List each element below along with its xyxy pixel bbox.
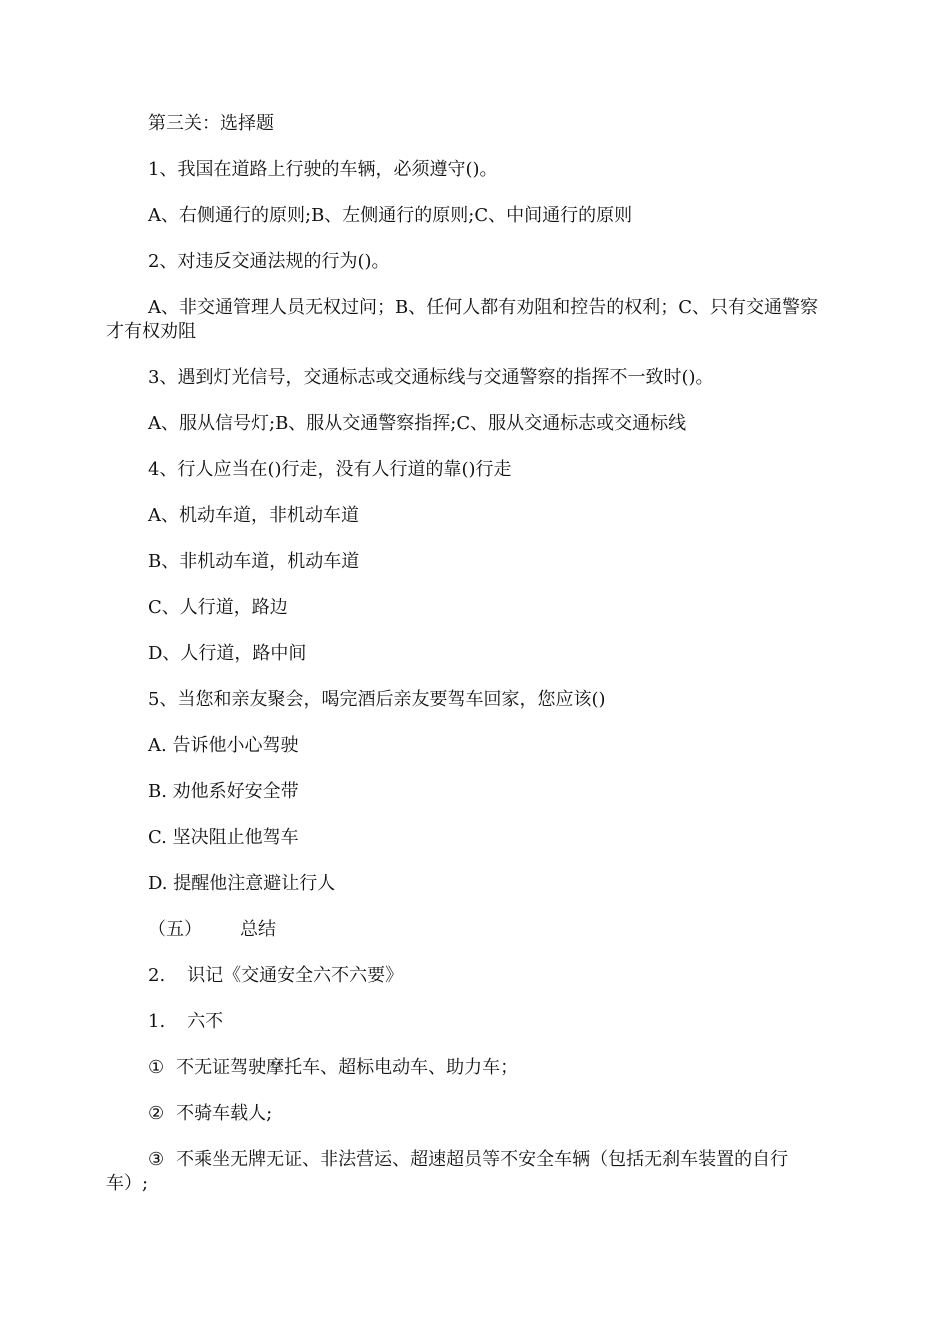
list-item-1 (106, 1010, 830, 1034)
list-item-2 (106, 964, 830, 988)
question-1-options: A、右侧通行的原则;B、左侧通行的原则;C、中间通行的原则 (148, 205, 633, 226)
question-5: 5、当您和亲友聚会，喝完酒后亲友要驾车回家，您应该() (148, 689, 606, 710)
question-4-option-b: B、非机动车道，机动车道 (148, 551, 360, 572)
rule-1 (106, 1056, 830, 1080)
document-page (106, 112, 830, 1218)
question-2-options: A、非交通管理人员无权过问；B、任何人都有劝阻和控告的权利；C、只有交通警察才有权劝阻 (106, 297, 818, 342)
question-3: 3、遇到灯光信号，交通标志或交通标线与交通警察的指挥不一致时()。 (148, 367, 714, 388)
question-4: 4、行人应当在()行走，没有人行道的靠()行走 (148, 459, 512, 480)
question-5-option-d: D. 提醒他注意避让行人 (148, 873, 336, 894)
summary-heading-marker: （五） (148, 919, 202, 940)
rule-3-text: 不乘坐无牌无证、非法营运、超速超员等不安全车辆（包括无刹车装置的自行车）; (106, 1149, 789, 1194)
list-item-1-marker: 1. (148, 1011, 166, 1032)
question-4-option-d: D、人行道，路中间 (148, 643, 307, 664)
question-3-options: A、服从信号灯;B、服从交通警察指挥;C、服从交通标志或交通标线 (148, 413, 687, 434)
question-5-option-a: A. 告诉他小心驾驶 (148, 735, 299, 756)
rule-1-marker: ① (148, 1057, 165, 1078)
question-1: 1、我国在道路上行驶的车辆，必须遵守()。 (148, 159, 498, 180)
question-2: 2、对违反交通法规的行为()。 (148, 251, 390, 272)
rule-3-marker: ③ (148, 1149, 165, 1170)
list-item-2-marker: 2. (148, 965, 166, 986)
rule-2-text: 不骑车载人; (176, 1103, 273, 1124)
rule-2 (106, 1102, 830, 1126)
summary-heading (106, 918, 830, 942)
question-4-option-a: A、机动车道，非机动车道 (148, 505, 359, 526)
section-title: 第三关：选择题 (148, 113, 274, 134)
rule-1-text: 不无证驾驶摩托车、超标电动车、助力车； (176, 1057, 519, 1078)
list-item-1-text: 六不 (187, 1011, 224, 1032)
question-5-option-c: C. 坚决阻止他驾车 (148, 827, 299, 848)
question-4-option-c: C、人行道，路边 (148, 597, 288, 618)
list-item-2-text: 识记《交通安全六不六要》 (187, 965, 404, 986)
rule-3 (106, 1148, 830, 1196)
question-5-option-b: B. 劝他系好安全带 (148, 781, 299, 802)
summary-heading-text: 总结 (240, 919, 276, 940)
rule-2-marker: ② (148, 1103, 165, 1124)
